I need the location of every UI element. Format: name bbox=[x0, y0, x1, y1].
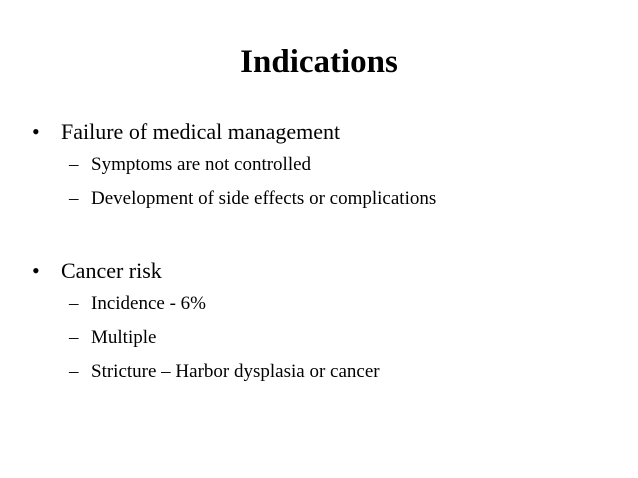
sub-bullet-text: Development of side effects or complications bbox=[91, 188, 437, 209]
sub-bullet-text: Stricture – Harbor dysplasia or cancer bbox=[91, 361, 380, 382]
bullet-item bbox=[32, 118, 340, 146]
bullet-text: Cancer risk bbox=[61, 258, 162, 283]
bullet-marker: • bbox=[32, 119, 40, 144]
bullet-item bbox=[32, 257, 162, 285]
sub-bullet-item bbox=[69, 326, 156, 350]
sub-bullet-marker: – bbox=[69, 327, 79, 348]
sub-bullet-marker: – bbox=[69, 154, 79, 175]
sub-bullet-item bbox=[69, 153, 311, 177]
sub-bullet-text: Multiple bbox=[91, 327, 157, 348]
sub-bullet-item bbox=[69, 360, 380, 384]
slide-title: Indications bbox=[240, 44, 398, 80]
sub-bullet-marker: – bbox=[69, 361, 79, 382]
bullet-marker: • bbox=[32, 258, 40, 283]
sub-bullet-marker: – bbox=[69, 293, 79, 314]
sub-bullet-item bbox=[69, 187, 436, 211]
sub-bullet-item bbox=[69, 292, 206, 316]
sub-bullet-text: Symptoms are not controlled bbox=[91, 154, 312, 175]
sub-bullet-text: Incidence - 6% bbox=[91, 293, 206, 314]
bullet-text: Failure of medical management bbox=[61, 119, 341, 144]
sub-bullet-marker: – bbox=[69, 188, 79, 209]
